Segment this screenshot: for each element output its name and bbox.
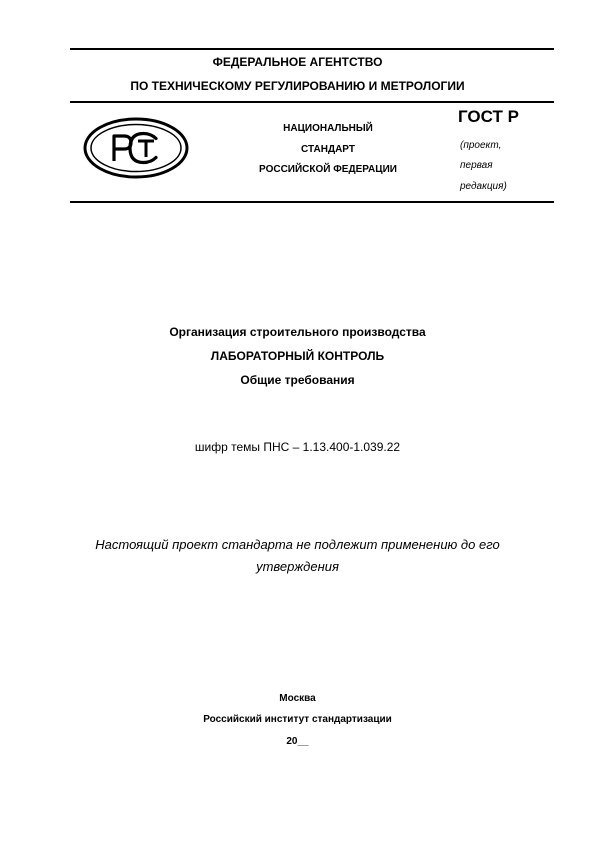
header-bottom-rule [70,201,554,203]
imprint-publisher: Российский институт стандартизации [203,714,392,725]
draft-notice-line1: Настоящий проект стандарта не подлежит применению до его [95,537,500,552]
agency-name-line2: ПО ТЕХНИЧЕСКОМУ РЕГУЛИРОВАНИЮ И МЕТРОЛОГИИ [130,79,465,93]
standard-designation: ГОСТ Р [458,107,519,126]
top-rule [70,48,554,50]
standard-type-line1: НАЦИОНАЛЬНЫЙ [283,123,373,134]
draft-notice-line2: утверждения [256,559,339,574]
draft-status-line2: первая [460,160,493,171]
document-title-line2: ЛАБОРАТОРНЫЙ КОНТРОЛЬ [210,349,385,363]
theme-cipher: шифр темы ПНС – 1.13.400-1.039.22 [194,440,401,454]
draft-status-line1: (проект, [460,140,502,151]
document-title-line3: Общие требования [240,373,355,387]
agency-name-line1: ФЕДЕРАЛЬНОЕ АГЕНТСТВО [212,55,383,69]
rst-mark-icon [83,117,189,179]
imprint-year: 20__ [286,736,309,747]
standard-type-line2: СТАНДАРТ [301,144,355,155]
document-title-line1: Организация строительного производства [169,325,426,339]
standard-type-line3: РОССИЙСКОЙ ФЕДЕРАЦИИ [259,164,397,175]
header-divider [70,101,554,103]
draft-status-line3: редакция) [460,181,507,192]
imprint-city: Москва [279,693,316,704]
